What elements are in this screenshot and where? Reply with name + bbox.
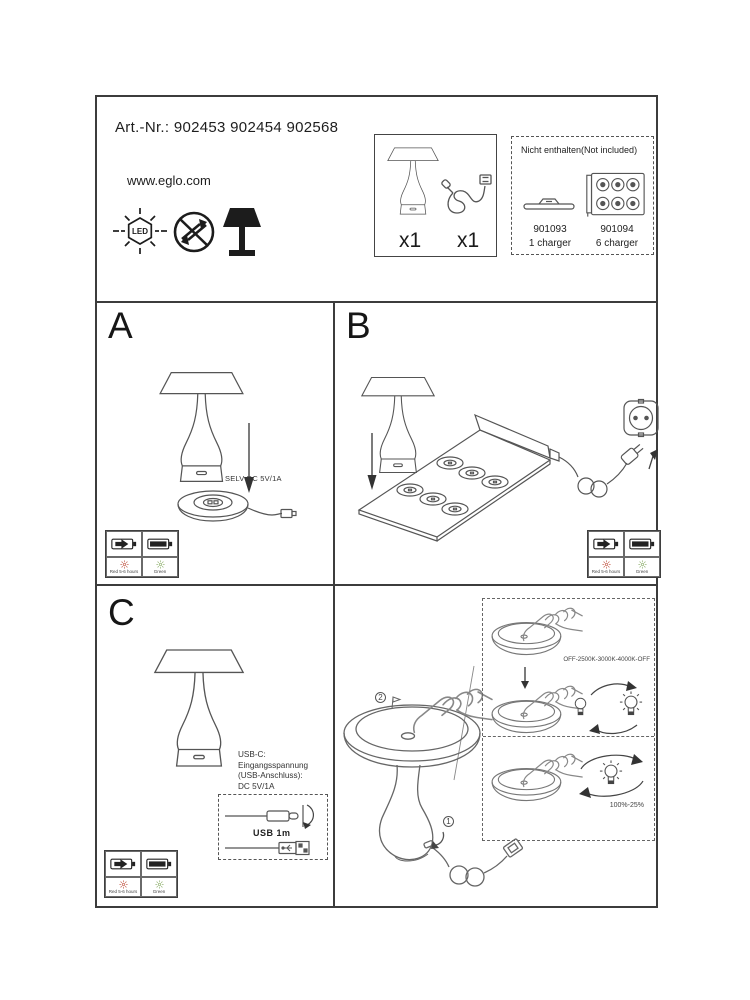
svg-text:LED: LED bbox=[132, 227, 148, 236]
usb-line-4: DC 5V/1A bbox=[238, 781, 275, 791]
red-status-label: Red 5-6 hours bbox=[591, 568, 621, 574]
red-status-label: Red 5-6 hours bbox=[109, 568, 139, 574]
battery-full-icon bbox=[142, 531, 178, 557]
battery-charging-icon bbox=[588, 531, 624, 557]
green-sun-icon bbox=[155, 880, 164, 889]
panel-divider bbox=[483, 736, 654, 737]
green-sun-icon bbox=[156, 560, 165, 569]
down-arrow-icon bbox=[241, 423, 257, 495]
usb-line-1: USB-C: bbox=[238, 750, 266, 759]
dim-range-label: 100%-25% bbox=[609, 802, 644, 809]
charging-plate-scene bbox=[337, 337, 659, 547]
charger-code-901094: 901094 bbox=[600, 224, 634, 235]
section-a-label: A bbox=[108, 305, 133, 346]
cct-sequence-label: OFF-2500K-3000K-4000K-OFF bbox=[563, 656, 650, 663]
green-status-label: Green bbox=[635, 568, 649, 574]
lamp-drawing bbox=[381, 143, 445, 219]
step-2-badge: 2 bbox=[375, 692, 386, 703]
green-status-label: Green bbox=[152, 888, 166, 894]
charger-label-1: 1 charger bbox=[528, 237, 572, 249]
section-a bbox=[97, 303, 335, 584]
cable-quantity: x1 bbox=[457, 229, 480, 252]
usb-line-3: (USB-Anschluss): bbox=[238, 771, 303, 781]
tap-step-2-drawing bbox=[487, 683, 582, 741]
row-ab bbox=[97, 303, 656, 586]
six-charger-code bbox=[588, 223, 646, 250]
battery-charging-icon bbox=[106, 531, 142, 557]
charger-code-901093: 901093 bbox=[533, 224, 567, 235]
six-charger-drawing bbox=[584, 171, 646, 219]
red-status-cell bbox=[105, 877, 141, 897]
header-section bbox=[97, 97, 656, 303]
tap-step-1-drawing bbox=[487, 605, 582, 663]
touch-indicator-flag-icon bbox=[389, 694, 401, 710]
selv-rating-label: SELV DC 5V/1A bbox=[225, 474, 282, 483]
non-replaceable-light-source-icon bbox=[170, 208, 218, 256]
red-sun-icon bbox=[120, 560, 129, 569]
symbol-icon-row bbox=[113, 205, 263, 259]
usbc-plug-drawing bbox=[223, 801, 323, 827]
battery-full-icon bbox=[624, 531, 660, 557]
section-b bbox=[335, 303, 656, 584]
not-included-panel bbox=[511, 136, 654, 255]
lamp-quantity: x1 bbox=[399, 229, 422, 252]
green-sun-icon bbox=[638, 560, 647, 569]
on-off-cycle-diagram bbox=[571, 679, 653, 737]
single-charger-code bbox=[524, 223, 576, 250]
battery-status-legend bbox=[587, 530, 661, 578]
green-status-cell bbox=[624, 557, 660, 577]
section-c bbox=[97, 586, 335, 906]
row-c bbox=[97, 586, 656, 906]
battery-status-legend bbox=[104, 850, 178, 898]
usb-line-2: Eingangsspannung bbox=[238, 760, 309, 770]
red-sun-icon bbox=[119, 880, 128, 889]
usb-spec-text bbox=[238, 750, 308, 793]
lamp-drawing bbox=[149, 365, 254, 489]
battery-status-legend bbox=[105, 530, 179, 578]
charger-label-6: 6 charger bbox=[595, 237, 639, 249]
red-sun-icon bbox=[602, 560, 611, 569]
battery-full-icon bbox=[141, 851, 177, 877]
manual-page bbox=[95, 95, 658, 908]
box-contents-panel bbox=[374, 134, 497, 257]
red-status-cell bbox=[588, 557, 624, 577]
step-1-badge: 1 bbox=[443, 816, 454, 827]
single-charger-drawing bbox=[522, 193, 576, 213]
touch-control-section bbox=[335, 586, 656, 906]
hold-dim-drawing bbox=[487, 751, 582, 809]
led-icon bbox=[113, 205, 167, 259]
not-included-title: Nicht enthalten(Not included) bbox=[521, 145, 638, 155]
section-c-label: C bbox=[108, 592, 135, 633]
website-url: www.eglo.com bbox=[127, 173, 211, 188]
battery-charging-icon bbox=[105, 851, 141, 877]
usb-cable-drawing bbox=[441, 173, 493, 221]
article-number: Art.-Nr.: 902453 902454 902568 bbox=[115, 119, 339, 136]
table-lamp-icon bbox=[221, 206, 263, 258]
green-status-cell bbox=[142, 557, 178, 577]
red-status-label: Red 5-6 hours bbox=[108, 888, 138, 894]
red-status-cell bbox=[106, 557, 142, 577]
touch-instructions-panel bbox=[482, 598, 655, 841]
green-status-label: Green bbox=[153, 568, 167, 574]
usba-plug-drawing bbox=[223, 839, 323, 857]
usb-length-label: USB 1m bbox=[253, 828, 291, 838]
dim-cycle-diagram bbox=[571, 747, 653, 805]
charger-puck-drawing bbox=[175, 487, 297, 531]
green-status-cell bbox=[141, 877, 177, 897]
section-b-label: B bbox=[346, 305, 371, 346]
usb-cable-panel bbox=[218, 794, 328, 860]
